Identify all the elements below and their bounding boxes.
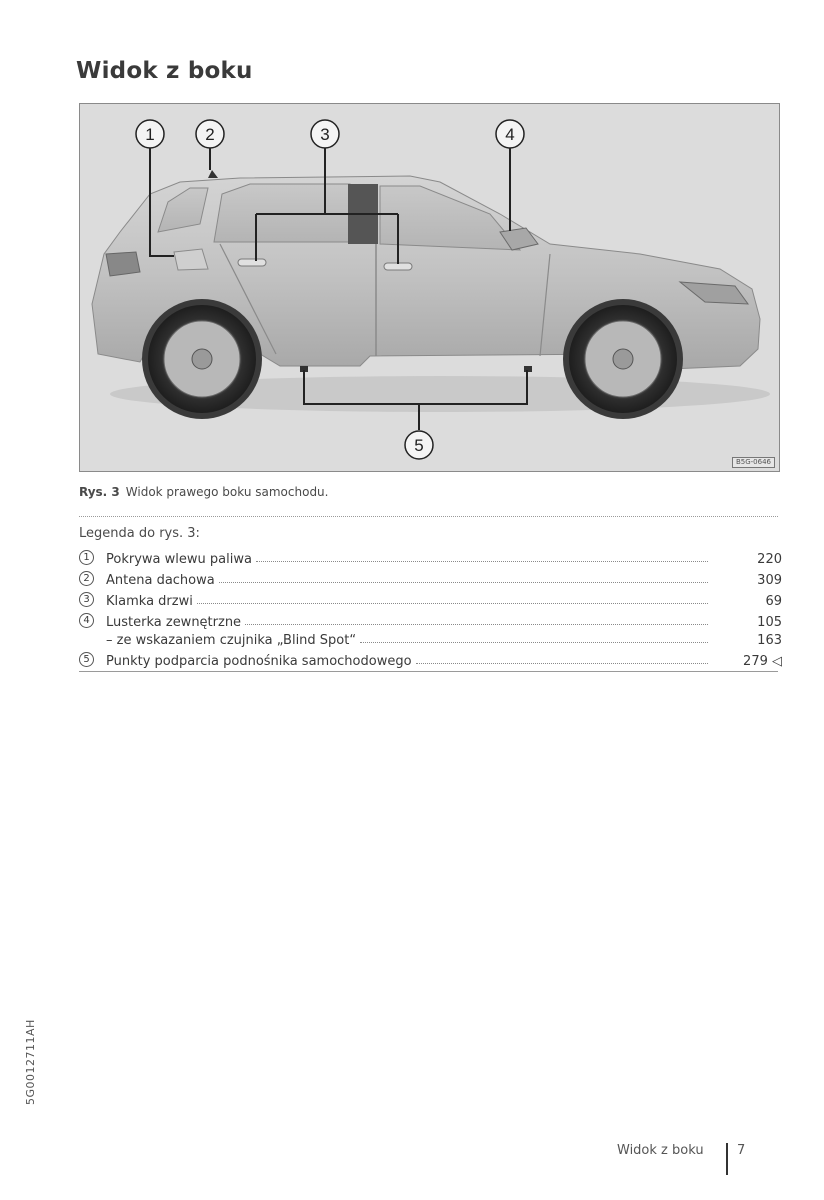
footer-divider	[726, 1143, 728, 1175]
caption-text: Widok prawego boku samochodu.	[125, 485, 329, 499]
caption-label: Rys. 3	[79, 485, 120, 499]
figure-caption	[79, 485, 328, 499]
car-side-figure	[79, 103, 780, 472]
car-illustration	[80, 104, 779, 471]
legend-page-ref[interactable]: 279 ◁	[743, 654, 782, 669]
legend-number: 5	[79, 652, 94, 667]
svg-text:1: 1	[145, 125, 155, 144]
legend-item	[79, 567, 782, 588]
rear-wheel	[142, 299, 262, 419]
callout-5	[405, 431, 433, 459]
svg-text:3: 3	[320, 125, 330, 144]
legend-text: Pokrywa wlewu paliwa	[106, 552, 252, 567]
legend-number: 3	[79, 592, 94, 607]
footer-section-title: Widok z boku	[617, 1143, 704, 1158]
legend-number-blank	[79, 631, 94, 646]
figure-code: B5G-0646	[732, 457, 775, 468]
legend-divider-bottom	[79, 671, 778, 672]
door-handle-rear	[238, 259, 266, 266]
leader-dots	[245, 624, 708, 625]
legend-page-ref[interactable]: 309	[757, 573, 782, 588]
leader-dots	[360, 642, 708, 643]
leader-dots	[219, 582, 708, 583]
svg-text:5: 5	[414, 436, 424, 455]
callout-2	[196, 120, 224, 148]
callout-1	[136, 120, 164, 148]
fuel-cap	[174, 249, 208, 270]
legend-list	[79, 546, 782, 669]
legend-text: Punkty podparcia podnośnika samochodowego	[106, 654, 412, 669]
svg-text:4: 4	[505, 125, 515, 144]
legend-item	[79, 588, 782, 609]
legend-item	[79, 609, 782, 630]
legend-number: 2	[79, 571, 94, 586]
legend-page-ref[interactable]: 105	[757, 615, 782, 630]
legend-text: Klamka drzwi	[106, 594, 193, 609]
front-wheel	[563, 299, 683, 419]
legend-number: 4	[79, 613, 94, 628]
svg-text:2: 2	[205, 125, 215, 144]
legend-page-ref[interactable]: 163	[757, 633, 782, 648]
leader-dots	[256, 561, 708, 562]
footer-page-number: 7	[737, 1143, 746, 1158]
legend-item	[79, 648, 782, 669]
callout-3	[311, 120, 339, 148]
legend-text: Lusterka zewnętrzne	[106, 615, 242, 630]
leader-dots	[197, 603, 708, 604]
legend-text: Antena dachowa	[106, 573, 215, 588]
document-code: 5G0012711AH	[24, 1019, 37, 1105]
legend-page-ref[interactable]: 69	[765, 594, 782, 609]
legend-number: 1	[79, 550, 94, 565]
legend-subitem	[79, 630, 782, 648]
door-handle-front	[384, 263, 412, 270]
page-title: Widok z boku	[76, 58, 253, 84]
leader-dots	[416, 663, 708, 664]
legend-divider-top	[79, 516, 778, 517]
callout-4	[496, 120, 524, 148]
legend-heading: Legenda do rys. 3:	[79, 526, 200, 541]
legend-text: – ze wskazaniem czujnika „Blind Spot“	[106, 633, 357, 648]
legend-item	[79, 546, 782, 567]
legend-page-ref[interactable]: 220	[757, 552, 782, 567]
